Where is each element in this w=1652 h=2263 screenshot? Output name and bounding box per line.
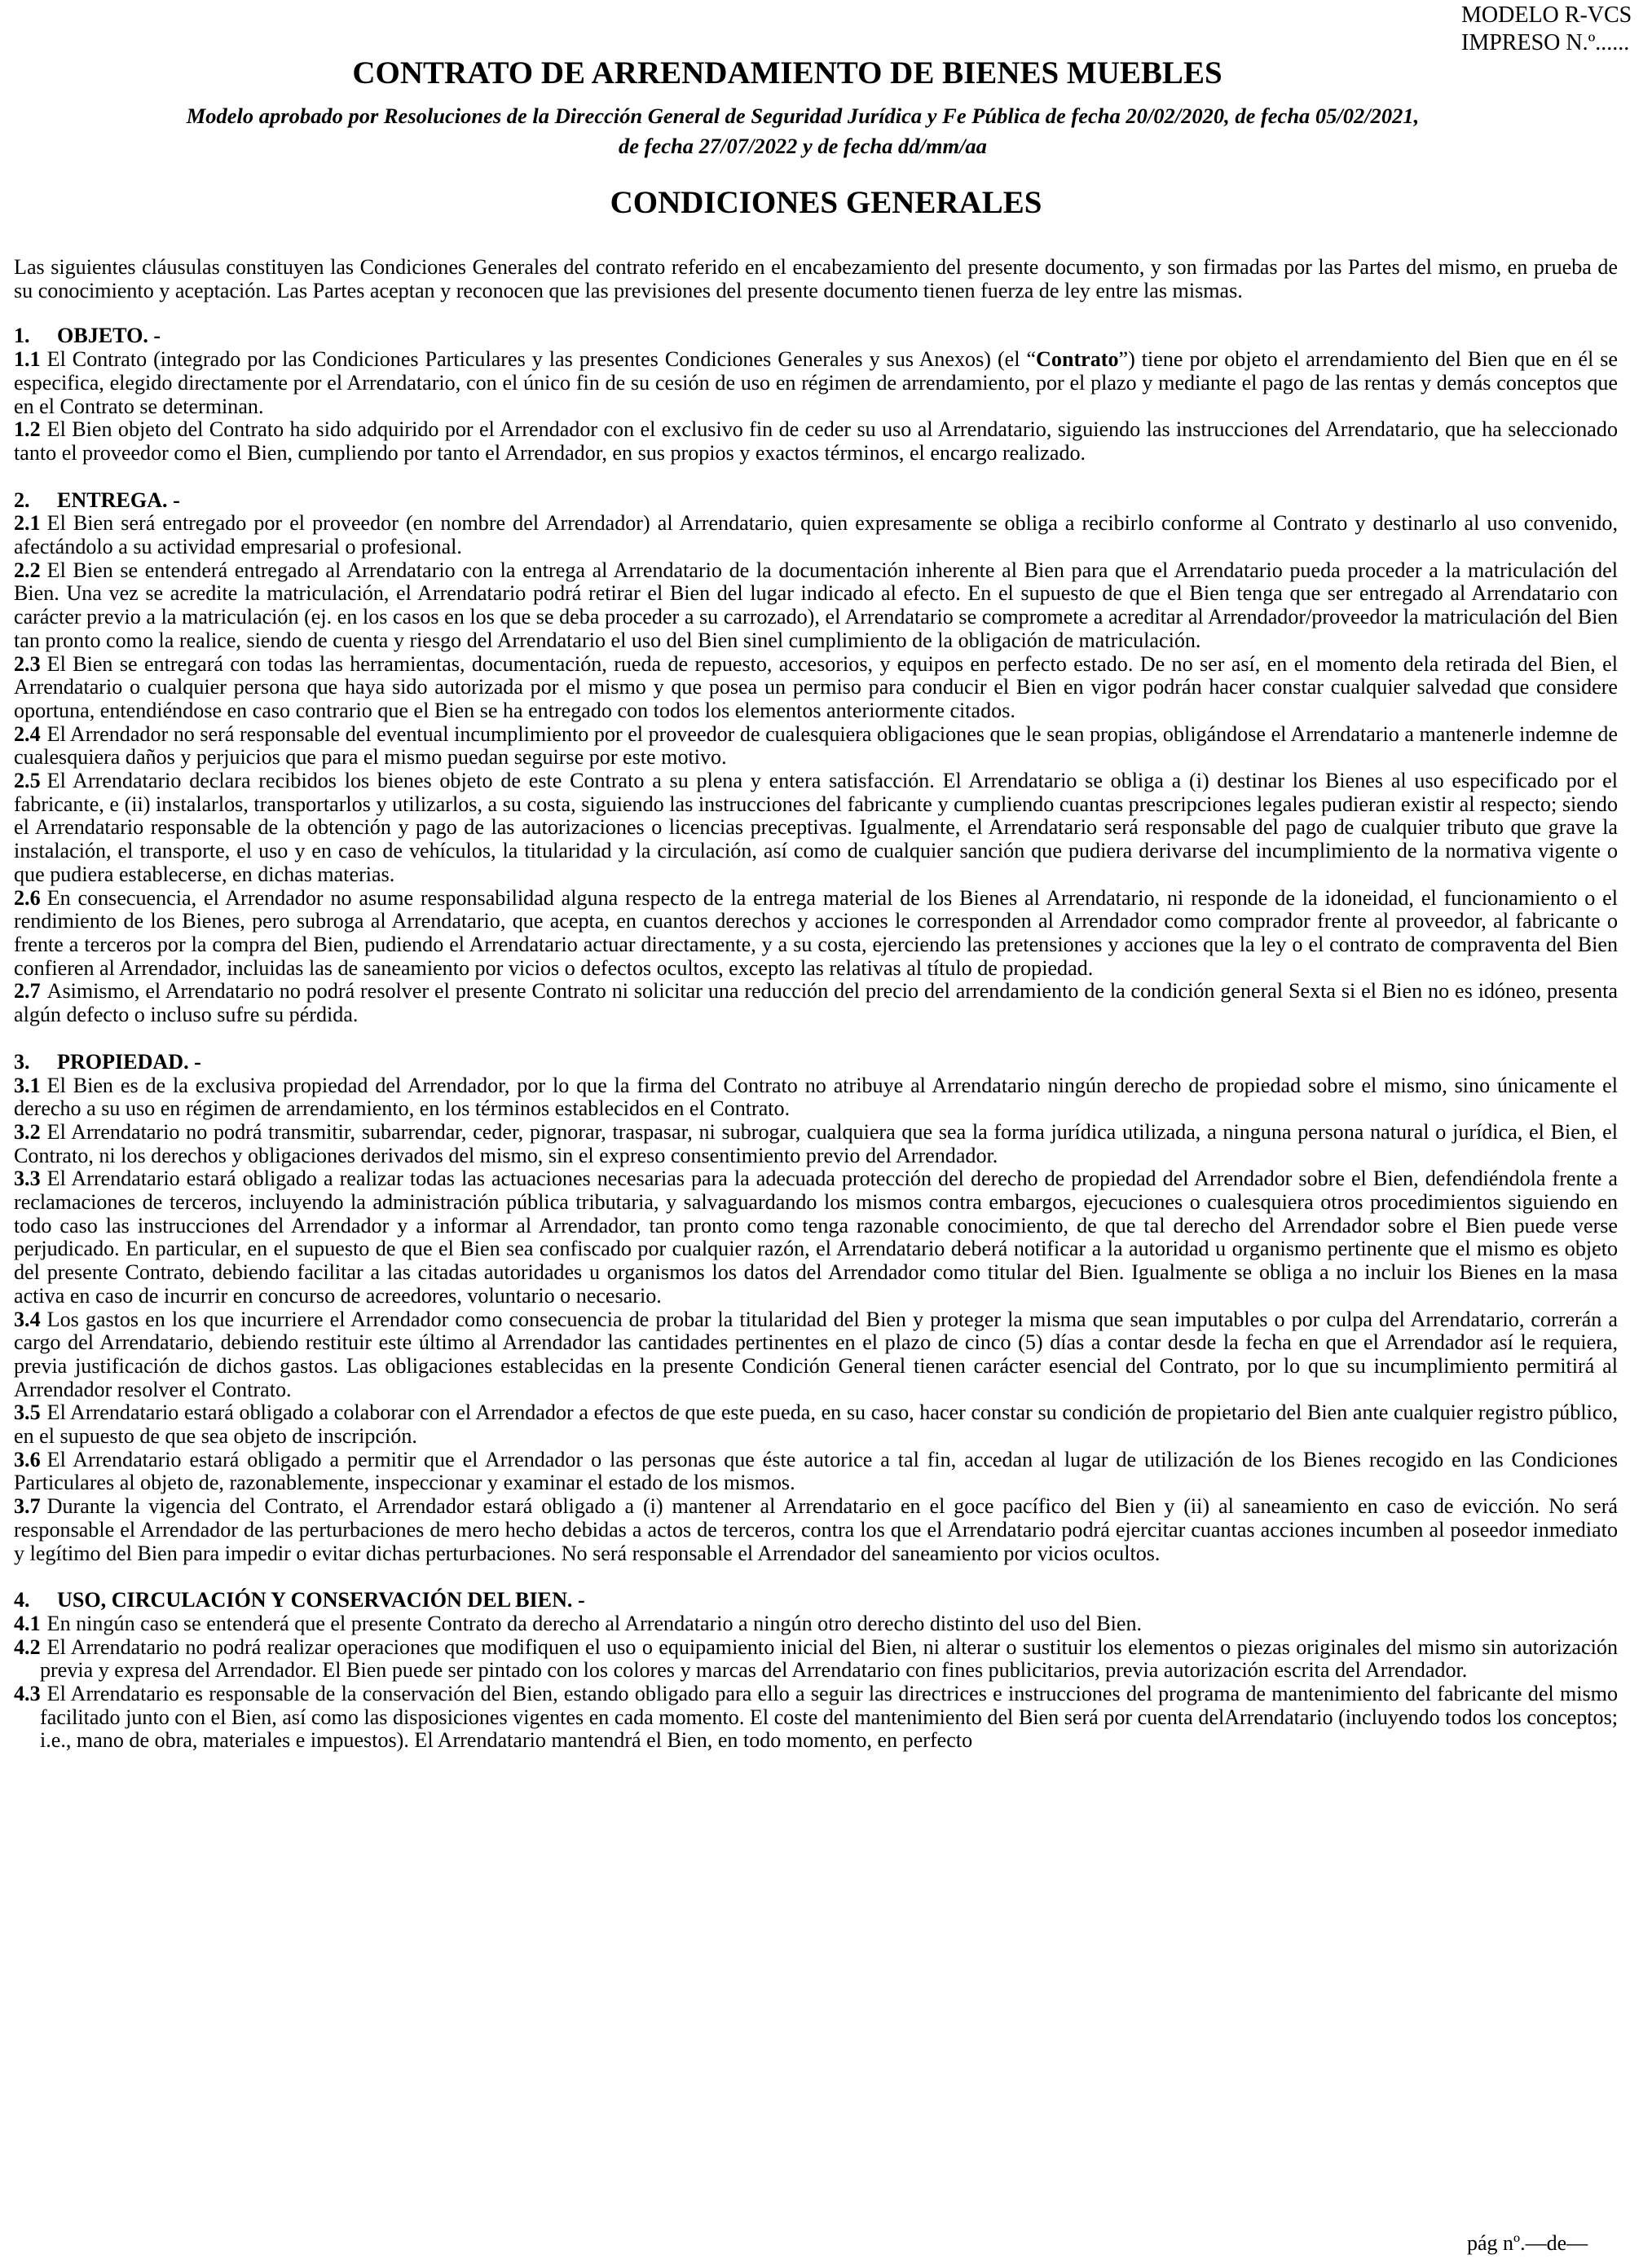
clause-bold-term: Contrato: [1036, 347, 1119, 372]
clause-text: El Bien es de la exclusiva propiedad del Arrendador, por lo que la firma del Contrato no atribuye al Arrendatario ningún derecho de propiedad sobre el mismo, sino únicamente el derecho a su uso en régimen de arrendamiento, en los términos establecidos en el Contrato.: [14, 1073, 1618, 1121]
section-heading: [14, 489, 1618, 513]
clause-text: El Arrendatario estará obligado a permitir que el Arrendador o las personas que éste autorice a tal fin, accedan al lugar de utilización de los Bienes recogido en las Condiciones Particulares al objeto de, razonablemente, inspeccionar y examinar el estado de los mismos.: [14, 1447, 1618, 1495]
clause-number: 1.2: [14, 417, 41, 442]
section-title: OBJETO. -: [57, 324, 161, 348]
clause-3-4: [14, 1308, 1618, 1402]
clause-2-1: [14, 512, 1618, 558]
clause-4-1: [14, 1612, 1618, 1636]
section-number: 4.: [14, 1588, 30, 1612]
clause-number: 3.3: [14, 1167, 41, 1191]
clause-text: En ningún caso se entenderá que el presente Contrato da derecho al Arrendatario a ningún otro derecho distinto del uso del Bien.: [46, 1611, 1143, 1635]
clause-text: El Bien será entregado por el proveedor (en nombre del Arrendador) al Arrendatario, quien expresamente se obliga a recibirlo conforme al Contrato y destinarlo al uso convenido, afectándolo a su actividad empresarial o profesional.: [14, 511, 1618, 559]
section-title: ENTREGA. -: [57, 487, 180, 512]
model-tag: [1461, 2, 1632, 57]
section-title: USO, CIRCULACIÓN Y CONSERVACIÓN DEL BIEN. -: [57, 1588, 585, 1612]
section-number: 2.: [14, 487, 30, 512]
clause-number: 2.6: [14, 885, 41, 910]
clause-4-2: [14, 1636, 1618, 1683]
clause-text: Durante la vigencia del Contrato, el Arrendador estará obligado a (i) mantener al Arrendatario en el goce pacífico del Bien y (ii) al saneamiento en caso de evicción. No será responsable el Arrendador de las perturbaciones de mero hecho debidas a actos de terceros, contra los que el Arrendatario podrá ejercitar cuantas acciones incumben al poseedor inmediato y legítimo del Bien para impedir o evitar dichas perturbaciones. No será responsable el Arrendador del saneamiento por vicios ocultos.: [14, 1494, 1618, 1565]
clause-number: 2.7: [14, 979, 41, 1004]
subtitle-line-2: de fecha 27/07/2022 y de fecha dd/mm/aa: [619, 134, 987, 158]
clause-1-2: [14, 418, 1618, 465]
clause-text: El Arrendatario no podrá transmitir, subarrendar, ceder, pignorar, traspasar, ni subrogar, cualquiera que sea la forma jurídica utilizada, a ninguna persona natural o jurídica, el Bien, el Contrato, ni los derechos y obligaciones derivados del mismo, sin el expreso consentimiento previo del Arrendador.: [14, 1119, 1618, 1167]
clause-3-6: [14, 1449, 1618, 1495]
clause-number: 1.1: [14, 347, 41, 372]
clause-1-1: [14, 348, 1618, 418]
clause-text: El Arrendatario es responsable de la conservación del Bien, estando obligado para ello a seguir las directrices e instrucciones del programa de mantenimiento del fabricante del mismo facilitado junto con el Bien, así como las disposiciones vigentes en cada momento. El coste del mantenimiento del Bien será por cuenta delArrendatario (incluyendo todos los conceptos; i.e., mano de obra, materiales e impuestos). El Arrendatario mantendrá el Bien, en todo momento, en perfecto: [40, 1682, 1618, 1753]
page-number: pág nº.—de—: [1467, 2231, 1588, 2255]
clause-text: El Arrendatario no podrá realizar operaciones que modifiquen el uso o equipamiento inicial del Bien, ni alterar o sustituir los elementos o piezas originales del mismo sin autorización previa y expresa del Arrendador. El Bien puede ser pintado con los colores y marcas del Arrendatario con fines publicitarios, previa autorización escrita del Arrendador.: [40, 1634, 1618, 1683]
clause-number: 2.1: [14, 511, 41, 536]
document-body: [14, 256, 1618, 1776]
clause-number: 3.2: [14, 1119, 41, 1144]
section-objeto: [14, 324, 1618, 465]
intro-paragraph: Las siguientes cláusulas constituyen las Condiciones Generales del contrato referido en el encabezamiento del presente documento, y son firmadas por las Partes del mismo, en prueba de su conocimiento y aceptación. Las Partes aceptan y reconocen que las previsiones del presente documento tienen fuerza de ley entre las mismas.: [14, 255, 1618, 302]
clause-number: 3.1: [14, 1073, 41, 1097]
section-number: 1.: [14, 324, 30, 348]
clause-text: El Arrendatario estará obligado a colaborar con el Arrendador a efectos de que este pueda, en su caso, hacer constar su condición de propietario del Bien ante cualquier registro público, en el supuesto de que sea objeto de inscripción.: [14, 1401, 1618, 1449]
clause-number: 4.1: [14, 1611, 41, 1635]
clause-text: El Arrendatario declara recibidos los bienes objeto de este Contrato a su plena y entera satisfacción. El Arrendatario se obliga a (i) destinar los Bienes al uso especificado por el fabricante, e (ii) instalarlos, transportarlos y utilizarlos, a su costa, siguiendo las instrucciones del fabricante y cumpliendo cuantas prescripciones legales pudieran existir al respecto; siendo el Arrendatario responsable de la obtención y pago de las autorizaciones o licencias preceptivas. Igualmente, el Arrendatario será responsable del pago de cualquier tributo que grave la instalación, el transporte, el uso y en caso de vehículos, la titularidad y la circulación, así como de cualquier sanción que pudiera derivarse del incumplimiento de la normativa vigente o que pudiera establecerse, en dichas materias.: [14, 769, 1618, 886]
clause-number: 2.4: [14, 721, 41, 746]
clause-3-7: [14, 1495, 1618, 1565]
clause-2-7: [14, 980, 1618, 1026]
section-entrega: [14, 489, 1618, 1027]
clause-number: 3.6: [14, 1447, 41, 1471]
subtitle-line-1: Modelo aprobado por Resoluciones de la Dirección General de Seguridad Jurídica y Fe Pública de fecha 20/02/2020, de fecha 05/02/2021,: [186, 104, 1420, 128]
clause-3-1: [14, 1074, 1618, 1121]
clause-number: 3.7: [14, 1494, 41, 1519]
clause-2-4: [14, 723, 1618, 770]
document-title: CONTRATO DE ARRENDAMIENTO DE BIENES MUEBLES: [352, 55, 1222, 90]
clause-text-before: El Contrato (integrado por las Condiciones Particulares y las presentes Condiciones Generales y sus Anexos) (el “: [46, 347, 1037, 372]
section-heading: [14, 1051, 1618, 1074]
clause-3-3: [14, 1167, 1618, 1308]
clause-text: El Arrendatario estará obligado a realizar todas las actuaciones necesarias para la adecuada protección del derecho de propiedad del Arrendador sobre el Bien, defendiéndola frente a reclamaciones de terceros, incluyendo la administración pública tributaria, y salvaguardando los mismos contra embargos, ejecuciones o cualesquiera otros procedimientos siguiendo en todo caso las instrucciones del Arrendador y a informar al Arrendador, tan pronto como tenga razonable conocimiento, de que tal derecho del Arrendador sobre el Bien puede verse perjudicado. En particular, en el supuesto de que el Bien sea confiscado por cualquier razón, el Arrendatario deberá notificar a la autoridad u organismo pertinente que el mismo es objeto del presente Contrato, debiendo facilitar a las citadas autoridades u organismos los datos del Arrendador como titular del Bien. Igualmente se obliga a no incluir los Bienes en la masa activa en caso de incurrir en concurso de acreedores, voluntario o necesario.: [14, 1167, 1618, 1308]
clause-text: El Bien se entenderá entregado al Arrendatario con la entrega al Arrendatario de la documentación inherente al Bien para que el Arrendatario pueda proceder a la matriculación del Bien. Una vez se acredite la matriculación, el Arrendatario podrá retirar el Bien del lugar indicado al efecto. En el supuesto de que el Bien tenga que ser entregado al Arrendatario con carácter previo a la matriculación (ej. en los casos en los que se deba proceder a su carrozado), el Arrendatario se compromete a acreditar al Arrendador/proveedor la matriculación del Bien tan pronto como la realice, siendo de cuenta y riesgo del Arrendatario el uso del Bien sinel cumplimiento de la obligación de matriculación.: [14, 558, 1618, 652]
clause-text-after: ”) tiene por objeto el arrendamiento del Bien que en él se especifica, elegido directamente por el Arrendatario, con el único fin de su cesión de uso en régimen de arrendamiento, por el plazo y mediante el pago de las rentas y demás conceptos que en el Contrato se determinan.: [14, 347, 1618, 418]
clause-text: En consecuencia, el Arrendador no asume responsabilidad alguna respecto de la entrega material de los Bienes al Arrendatario, ni responde de la idoneidad, el funcionamiento o el rendimiento de los Bienes, pero subroga al Arrendatario, que acepta, en cuantos derechos y acciones le corresponden al Arrendador como comprador frente al proveedor, al fabricante o frente a terceros por la compra del Bien, pudiendo el Arrendatario actuar directamente, y a su costa, ejerciendo las pretensiones y acciones que la ley o el contrato de compraventa del Bien confieren al Arrendador, incluidas las de saneamiento por vicios o defectos ocultos, excepto las relativas al título de propiedad.: [14, 885, 1618, 980]
impreso-number: IMPRESO N.º......: [1461, 30, 1630, 55]
clause-number: 4.3: [14, 1682, 41, 1706]
clause-3-5: [14, 1401, 1618, 1448]
section-heading: [14, 1589, 1618, 1612]
clause-text: El Bien objeto del Contrato ha sido adquirido por el Arrendador con el exclusivo fin de ceder su uso al Arrendatario, siguiendo las instrucciones del Arrendatario, que ha seleccionado tanto el proveedor como el Bien, cumpliendo por tanto el Arrendador, en sus propios y exactos términos, el encargo realizado.: [14, 417, 1618, 465]
section-title: PROPIEDAD. -: [57, 1049, 201, 1074]
model-code: MODELO R-VCS: [1461, 2, 1632, 28]
clause-text: Asimismo, el Arrendatario no podrá resolver el presente Contrato ni solicitar una reducción del precio del arrendamiento de la condición general Sexta si el Bien no es idóneo, presenta algún defecto o incluso sufre su pérdida.: [14, 979, 1618, 1027]
section-propiedad: [14, 1051, 1618, 1565]
clause-2-5: [14, 770, 1618, 887]
clause-text: El Arrendador no será responsable del eventual incumplimiento por el proveedor de cualesquiera obligaciones que le sean propias, obligándose el Arrendatario a mantenerle indemne de cualesquiera daños y perjuicios que para el mismo puedan seguirse por este motivo.: [14, 721, 1618, 770]
clause-text: Los gastos en los que incurriere el Arrendador como consecuencia de probar la titularidad del Bien y proteger la misma que sean imputables o por culpa del Arrendatario, correrán a cargo del Arrendatario, debiendo restituir este último al Arrendador las cantidades pertinentes en el plazo de cinco (5) días a contar desde la fecha en que el Arrendador así le requiera, previa justificación de dichos gastos. Las obligaciones establecidas en la presente Condición General tienen carácter esencial del Contrato, por lo que su incumplimiento permitirá al Arrendador resolver el Contrato.: [14, 1307, 1618, 1401]
clause-4-3: [14, 1683, 1618, 1753]
clause-3-2: [14, 1121, 1618, 1167]
clause-number: 3.5: [14, 1401, 41, 1425]
clause-number: 2.2: [14, 558, 41, 582]
section-number: 3.: [14, 1049, 30, 1074]
clause-number: 4.2: [14, 1634, 41, 1659]
clause-number: 2.5: [14, 769, 41, 793]
clause-2-2: [14, 559, 1618, 653]
clause-number: 2.3: [14, 651, 41, 676]
general-conditions-title: CONDICIONES GENERALES: [610, 185, 1042, 220]
document-subtitle: [49, 101, 1557, 161]
clause-number: 3.4: [14, 1307, 41, 1331]
clause-2-6: [14, 887, 1618, 981]
section-uso-circulacion: [14, 1589, 1618, 1753]
clause-text: El Bien se entregará con todas las herramientas, documentación, rueda de repuesto, accesorios, y equipos en perfecto estado. De no ser así, en el momento dela retirada del Bien, el Arrendatario o cualquier persona que haya sido autorizada por el mismo y que posea un permiso para conducir el Bien en vigor podrán hacer constar cualquier salvedad que considere oportuna, entendiéndose en caso contrario que el Bien se ha entregado con todos los elementos anteriormente citados.: [14, 651, 1618, 722]
clause-2-3: [14, 653, 1618, 723]
section-heading: [14, 324, 1618, 348]
